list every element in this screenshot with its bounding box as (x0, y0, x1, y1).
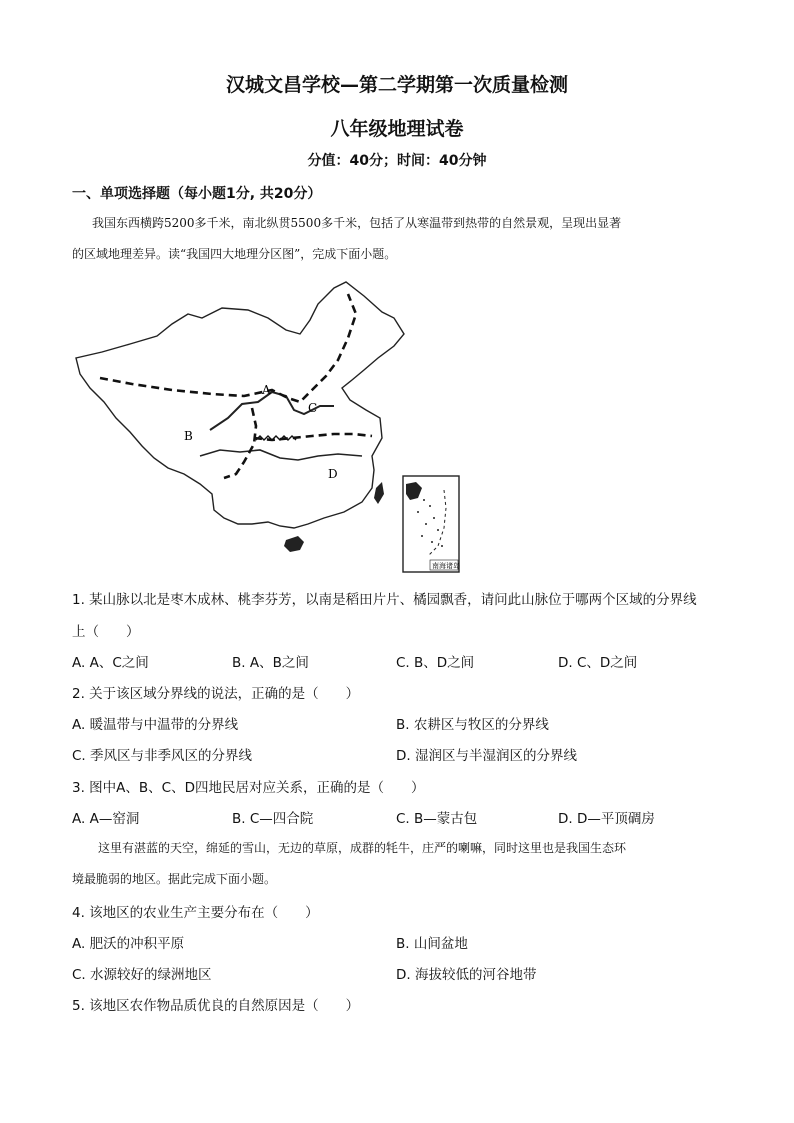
question-5-stem: 5. 该地区农作物品质优良的自然原因是（ ） (72, 998, 360, 1014)
q4-option-c: C. 水源较好的绿洲地区 (72, 967, 212, 983)
passage2-line1: 这里有湛蓝的天空，绵延的雪山，无边的草原，成群的牦牛，庄严的喇嘛，同时这里也是我国生态环 (98, 841, 627, 855)
question-1-stem: 1. 某山脉以北是枣木成林、桃李芬芳，以南是稻田片片、橘园飘香，请问此山脉位于哪两个区域的分界线 (72, 592, 697, 608)
taiwan-island (374, 482, 384, 504)
region-label-c: C (308, 401, 318, 415)
passage1-line2: 的区域地理差异。读“我国四大地理分区图”，完成下面小题。 (72, 247, 397, 261)
q4-option-b: B. 山间盆地 (396, 936, 468, 952)
q3-option-d: D. D—平顶碉房 (558, 811, 655, 827)
q3-option-a: A. A—窑洞 (72, 811, 140, 827)
q1-option-d: D. C、D之间 (558, 655, 638, 671)
question-1-stem-cont: 上（ ） (72, 624, 140, 640)
q3-option-b: B. C—四合院 (232, 811, 314, 827)
boundary-north-northwest (100, 294, 356, 402)
q2-option-d: D. 湿润区与半湿润区的分界线 (396, 748, 577, 764)
q4-option-d: D. 海拔较低的河谷地带 (396, 967, 537, 983)
q2-option-a: A. 暖温带与中温带的分界线 (72, 717, 239, 733)
region-label-d: D (328, 467, 338, 481)
qinling-mountain-mark (256, 436, 296, 440)
exam-title: 汉城文昌学校—第二学期第一次质量检测 (225, 74, 568, 96)
q2-option-b: B. 农耕区与牧区的分界线 (396, 717, 549, 733)
q1-option-b: B. A、B之间 (232, 655, 309, 671)
q2-option-c: C. 季风区与非季风区的分界线 (72, 748, 253, 764)
score-time-info: 分值：40分；时间：40分钟 (307, 153, 487, 169)
yangtze-river (200, 450, 362, 460)
region-label-b: B (184, 429, 193, 443)
china-regions-map (72, 278, 464, 576)
hainan-island (284, 536, 304, 552)
section-heading: 一、单项选择题（每小题1分, 共20分） (72, 186, 322, 202)
inset-label: 南海诸岛 (432, 562, 460, 570)
q1-option-a: A. A、C之间 (72, 655, 149, 671)
q4-option-a: A. 肥沃的冲积平原 (72, 936, 185, 952)
exam-subtitle: 八年级地理试卷 (330, 118, 464, 140)
region-label-a: A (262, 383, 271, 397)
question-2-stem: 2. 关于该区域分界线的说法，正确的是（ ） (72, 686, 360, 702)
passage2-line2: 境最脆弱的地区。据此完成下面小题。 (72, 872, 277, 886)
question-3-stem: 3. 图中A、B、C、D四地民居对应关系，正确的是（ ） (72, 780, 425, 796)
question-4-stem: 4. 该地区的农业生产主要分布在（ ） (72, 905, 319, 921)
q1-option-c: C. B、D之间 (396, 655, 475, 671)
passage1-line1: 我国东西横跨5200多千米，南北纵贯5500多千米，包括了从寒温带到热带的自然景观，呈现出显著 (92, 216, 622, 230)
q3-option-c: C. B—蒙古包 (396, 811, 478, 827)
